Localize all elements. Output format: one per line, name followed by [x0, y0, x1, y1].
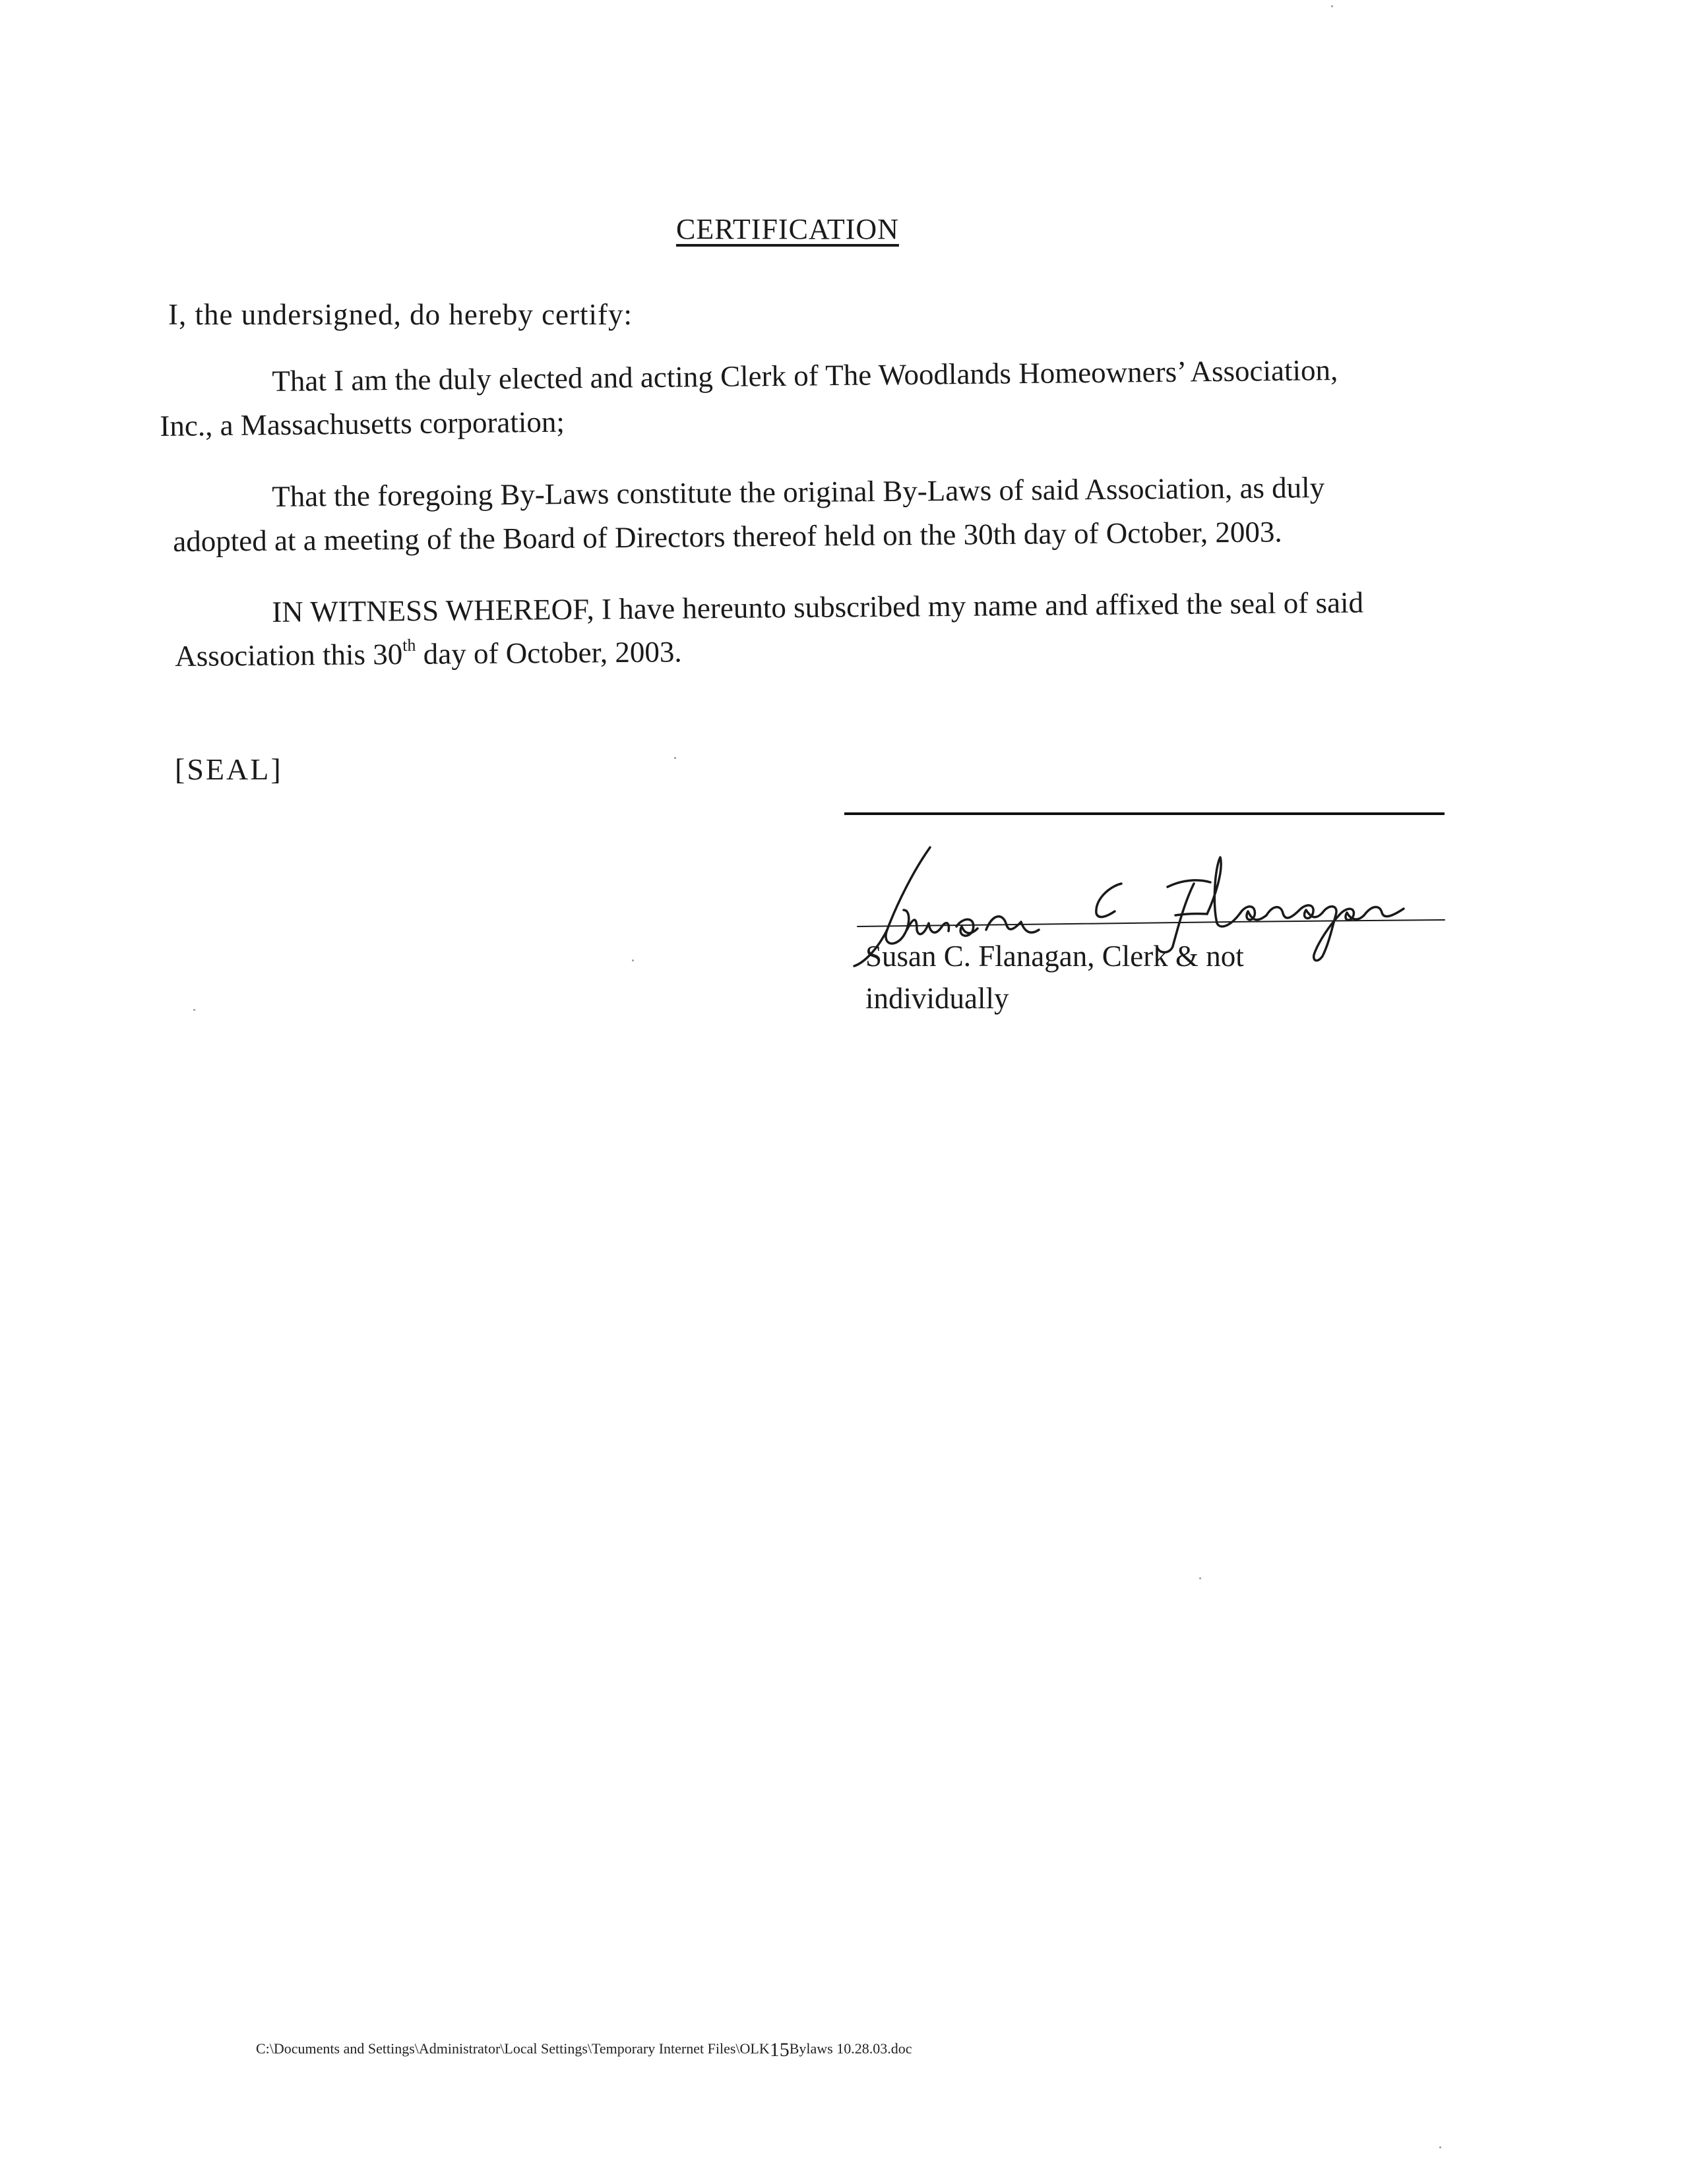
- scan-speck: [193, 1009, 195, 1011]
- scan-speck: [1199, 1577, 1201, 1579]
- paragraph-3-line-1: IN WITNESS WHEREOF, I have hereunto subscribed my name and affixed the seal of said: [272, 586, 1364, 628]
- paragraph-1-line-2: Inc., a Massachusetts corporation;: [160, 405, 565, 442]
- signature-line: [844, 812, 1445, 815]
- signer-block: [865, 935, 1244, 1019]
- paragraph-2-line-1: That the foregoing By-Laws constitute the original By-Laws of said Association, as duly: [272, 471, 1325, 513]
- scan-speck: [632, 959, 634, 961]
- footer-file-path: [256, 2036, 912, 2059]
- scan-speck: [674, 757, 676, 759]
- paragraph-3-line-2: [175, 630, 682, 678]
- page-number: 15: [769, 2039, 790, 2061]
- footer-path-suffix: Bylaws 10.28.03.doc: [789, 2040, 912, 2057]
- paragraph-1-line-1: That I am the duly elected and acting Clerk of The Woodlands Homeowners’ Association,: [272, 353, 1338, 398]
- ordinal-suffix: th: [402, 635, 416, 655]
- paragraph-3-line-2-pre: Association this 30: [175, 637, 403, 673]
- signer-name: Susan C. Flanagan, Clerk & not: [865, 940, 1244, 973]
- signer-capacity: individually: [865, 982, 1009, 1015]
- scan-speck: [1331, 5, 1333, 7]
- seal-placeholder: [SEAL]: [175, 752, 283, 786]
- scan-speck: [1439, 2146, 1441, 2148]
- intro-line: I, the undersigned, do hereby certify:: [168, 298, 633, 331]
- document-title: CERTIFICATION: [676, 213, 899, 245]
- paragraph-2-line-2: adopted at a meeting of the Board of Directors thereof held on the 30th day of October, 2003.: [173, 515, 1282, 558]
- paragraph-3-line-2-post: day of October, 2003.: [416, 635, 682, 671]
- footer-path-prefix: C:\Documents and Settings\Administrator\Local Settings\Temporary Internet Files\OLK: [256, 2040, 770, 2057]
